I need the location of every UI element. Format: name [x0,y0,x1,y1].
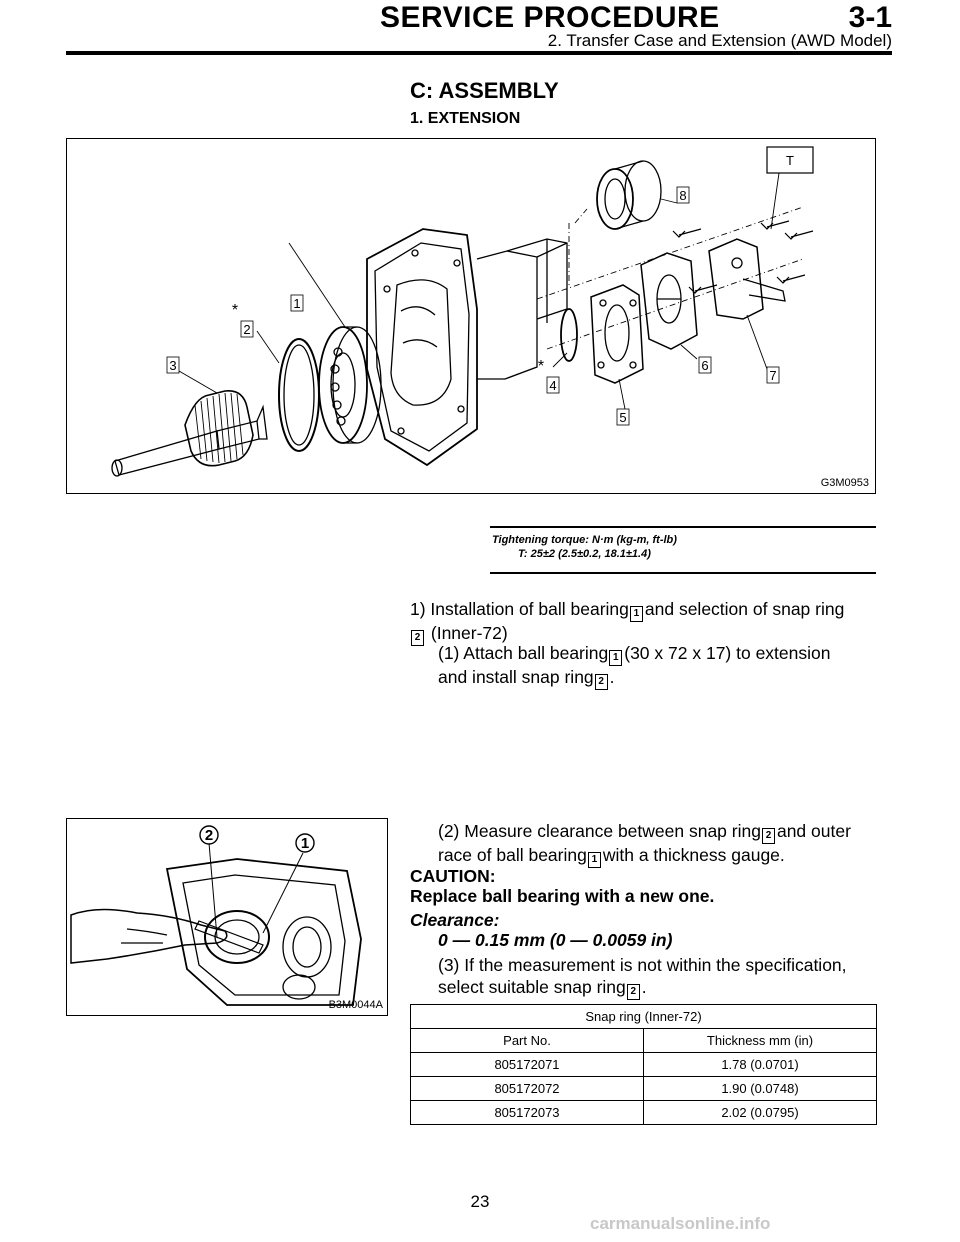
torque-value: T: 25±2 (2.5±0.2, 18.1±1.4) [518,548,651,560]
small-snap-ring-part [561,309,577,361]
callout-2 [232,302,253,337]
column-header: Part No. [411,1029,644,1053]
thickness-cell: 2.02 (0.0795) [644,1101,877,1125]
snap-ring-part [279,339,319,451]
header-title: SERVICE PROCEDURE [380,1,720,34]
shaft-gear-part [112,391,267,476]
svg-text:4: 4 [549,378,557,393]
svg-text:7: 7 [769,368,777,383]
caution-text: Replace ball bearing with a new one. [410,886,715,906]
part-number-cell: 805172072 [411,1077,644,1101]
gasket-part [591,285,643,383]
ref-2-icon: 2 [411,630,424,646]
table-title: Snap ring (Inner-72) [411,1005,877,1029]
footer-watermark: carmanualsonline.info [590,1214,771,1233]
page-number: 23 [470,1192,490,1211]
torque-spec-box [490,526,876,574]
ref-1-icon: 1 [588,852,601,868]
clearance-measurement-figure [66,818,388,1016]
extension-exploded-figure [66,138,876,494]
section-subtitle: 1. EXTENSION [410,110,521,127]
clearance-value: 0 — 0.15 mm (0 — 0.0059 in) [438,930,673,950]
table-title-row [411,1005,877,1029]
ref-2-icon: 2 [627,984,640,1000]
svg-text:1: 1 [293,296,301,311]
section-code: 3-1 [848,1,892,34]
table-header-row [411,1029,877,1053]
extension-exploded-drawing [67,139,875,493]
svg-text:2: 2 [243,322,251,337]
column-header: Thickness mm (in) [644,1029,877,1053]
caution-label: CAUTION: [410,866,496,886]
thickness-cell: 1.78 (0.0701) [644,1053,877,1077]
header-subtitle: 2. Transfer Case and Extension (AWD Model) [547,31,892,50]
svg-text:*: * [537,358,545,375]
oil-seal-part [597,161,661,229]
figure1-code: G3M0953 [820,477,869,489]
callout-7 [767,367,779,383]
callout-5 [617,409,629,425]
snap-ring-table [410,1004,877,1125]
bolts-part [673,221,813,293]
part-number-cell: 805172071 [411,1053,644,1077]
figure2-code: B3M0044A [328,999,383,1011]
callout-4 [538,358,559,393]
callout-3 [167,357,179,373]
torque-label: Tightening torque: N·m (kg-m, ft-lb) [492,534,677,546]
callout-2: 2 [204,827,214,844]
svg-text:*: * [231,302,239,319]
part-number-cell: 805172073 [411,1101,644,1125]
svg-text:6: 6 [701,358,709,373]
measurement-photo-drawing [67,819,387,1015]
step-1-3-text: (3) If the measurement is not within the specification, select suitable snap ring 2 . [438,954,878,1000]
table-row [411,1077,877,1101]
clearance-label: Clearance: [410,910,500,930]
ref-2-icon: 2 [595,674,608,690]
ref-1-icon: 1 [630,606,643,622]
callout-6 [699,357,711,373]
table-row [411,1053,877,1077]
section-title: C: ASSEMBLY [410,78,559,103]
table-row [411,1101,877,1125]
svg-text:5: 5 [619,410,627,425]
callout-1 [291,295,303,311]
step-1-text: 1) Installation of ball bearing 1 and selection of snap ring 2 (Inner-72) [410,598,878,646]
extension-housing-part [367,229,567,465]
tool-label: T [786,153,794,168]
callout-1: 1 [300,835,310,852]
header-rule [66,51,892,55]
flange-plate-part [641,253,697,349]
svg-text:8: 8 [679,188,687,203]
thickness-cell: 1.90 (0.0748) [644,1077,877,1101]
step-1-1-text: (1) Attach ball bearing 1 (30 x 72 x 17) to extension and install snap ring 2 . [438,642,878,690]
ref-2-icon: 2 [762,828,775,844]
callout-8 [677,187,689,203]
step-1-2-text: (2) Measure clearance between snap ring 2 and outer race of ball bearing 1 with a thickness gauge. [438,820,878,868]
svg-text:3: 3 [169,358,177,373]
ref-1-icon: 1 [609,650,622,666]
